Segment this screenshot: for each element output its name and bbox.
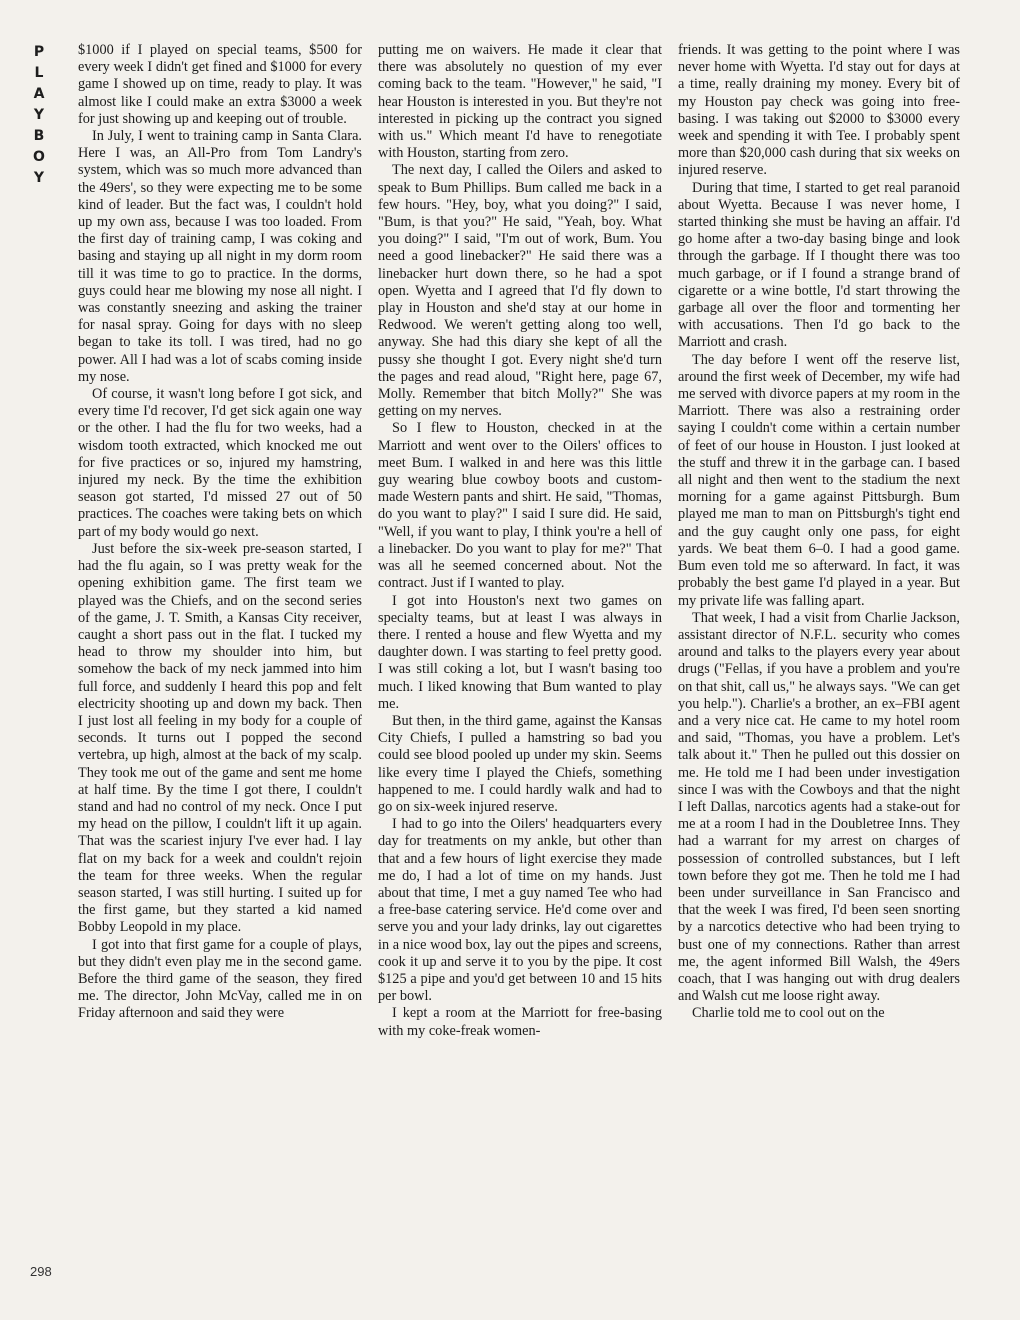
paragraph: But then, in the third game, against the Kansas City Chiefs, I pulled a hamstring so bad you could see blood pooled up under my skin. Seems like every time I played the Chiefs, something happened to me. I could hardly walk and had to go on six-week injured reserve. xyxy=(378,712,662,815)
paragraph: I got into that first game for a couple of plays, but they didn't even play me in the second game. Before the third game of the season, they fired me. The director, John McVay, called me in on Friday afternoon and said they were xyxy=(78,936,362,1022)
masthead-letter: O xyxy=(33,149,45,165)
paragraph: Of course, it wasn't long before I got sick, and every time I'd recover, I'd get sick again one way or the other. I had the flu for two weeks, had a wisdom tooth extracted, which knocked me out for five practices or so, injured my hamstring, injured my neck. By the time the exhibition season got started, I'd missed 27 out of 50 practices. The coaches were taking bets on which part of my body would go next. xyxy=(78,386,362,540)
paragraph: That week, I had a visit from Charlie Jackson, assistant director of N.F.L. security who comes around and talks to the players every year about drugs ("Fellas, if you have a problem and you're on that shit, call us," he always says. "We can get you help."). Charlie's a brother, an ex–FBI agent and a very nice cat. He came to my hotel room and said, "Thomas, you have a problem. Let's talk about it." Then he pulled out this dossier on me. He told me I had been under investigation since I was with the Cowboys and that the night I left Dallas, narcotics agents had a stake-out for me at a room I had in the Doubletree Inns. They had a warrant for my arrest on charges of possession of controlled substances, but I left town before they got me. Then he told me I had been under surveillance in San Francisco and that the week I was fired, I'd been seen snorting by a narcotics detective who had been trying to bust one of my connections. Rather than arrest me, the agent informed Bill Walsh, the 49ers coach, that I was hanging out with drug dealers and Walsh cut me loose right away. xyxy=(678,609,960,1005)
paragraph: Charlie told me to cool out on the xyxy=(692,1005,885,1022)
paragraph: putting me on waivers. He made it clear that there was absolutely no question of my ever coming back to the team. "However," he said, "I hear Houston is interested in you. But they're not interested in picking up the contract you signed with us." Which meant I'd have to renegotiate with Houston, starting from zero. xyxy=(378,42,662,162)
text-column-3 xyxy=(678,42,960,1292)
paragraph: Just before the six-week pre-season started, I had the flu again, so I was pretty weak for the opening exhibition game. The first team we played was the Chiefs, and on the second series of the game, J. T. Smith, a Kansas City receiver, caught a short pass out in the flat. I tucked my head to throw my shoulder into him, but somehow the back of my neck jammed into him full force, and suddenly I heard this pop and felt electricity shooting up and down my back. Then I just lost all feeling in my body for a couple of seconds. It turns out I popped the second vertebra, up high, almost at the back of my scalp. They took me out of the game and sent me home at half time. By the time I got there, I couldn't stand and had no control of my neck. Once I put my head on the pillow, I couldn't lift it up again. That was the scariest injury I've ever had. I lay flat on my back for a week and couldn't rejoin the team for three weeks. When the regular season started, I was still hurting. I suited up for the first game, but they started a kid named Bobby Leopold in my place. xyxy=(78,540,362,936)
text-column-1 xyxy=(78,42,362,1292)
masthead-letter: Y xyxy=(33,170,45,186)
paragraph: friends. It was getting to the point where I was never home with Wyetta. I'd stay out for days at a time, really draining my money. Every bit of my Houston pay check was going into free-basing. I was taking out $2000 to $3000 every week and spending it with Tee. I probably spent more than $20,000 cash during that six weeks on injured reserve. xyxy=(678,42,960,179)
paragraph: The next day, I called the Oilers and asked to speak to Bum Phillips. Bum called me back in a few hours. "Hey, boy, what you doing?" I said, "Bum, is that you?" He said, "Yeah, boy. What you doing?" I said, "I'm out of work, Bum. You need a good linebacker?" He said there was a linebacker hurt down there, so he had a spot open. Wyetta and I agreed that I'd fly down to play in Houston and she'd stay at our home in Redwood. We weren't getting along too well, anyway. She had this diary she kept of all the pussy she thought I got. Every night she'd turn the pages and read aloud, "Right here, page 67, Molly. Remember that bitch Molly?" She was getting on my nerves. xyxy=(378,162,662,420)
masthead-letter: A xyxy=(33,86,45,102)
paragraph: I kept a room at the Marriott for free-basing with my coke-freak women- xyxy=(378,1005,662,1039)
paragraph: So I flew to Houston, checked in at the Marriott and went over to the Oilers' offices to meet Bum. I walked in and here was this little guy wearing blue cowboy boots and custom-made Western pants and shirt. He said, "Thomas, do you want to play?" I said I sure did. He said, "Well, if you want to play, I think you're a hell of a linebacker. Do you want to play for me?" That was all he seemed concerned about. Not the contract. Just if I wanted to play. xyxy=(378,420,662,592)
page-number: 298 xyxy=(30,1264,52,1279)
masthead-vertical xyxy=(28,42,50,189)
masthead-letter: L xyxy=(34,65,44,81)
masthead-letter: P xyxy=(33,44,45,60)
paragraph: The day before I went off the reserve list, around the first week of December, my wife had me served with divorce papers at my room in the Marriott. There was also a restraining order saying I couldn't come within a certain number of feet of our house in Houston. I just looked at the stuff and threw it in the garbage can. I based all night and then went to the stadium the next morning for a game against Pittsburgh. Bum played me man to man on Pittsburgh's tight end and the guy caught only one pass, for eight yards. We beat them 6–0. I had a good game. Bum even told me so afterward. In fact, it was probably the best game I'd played in a year. But my private life was falling apart. xyxy=(678,351,960,609)
masthead-letter: B xyxy=(33,128,45,144)
paragraph: In July, I went to training camp in Santa Clara. Here I was, an All-Pro from Tom Landry's system, which was so much more advanced than the 49ers', so they were expecting me to be some kind of leader. But the fact was, I couldn't hold up my own ass, because I was too loaded. From the first day of training camp, I was coking and basing and staying up all night in my dorm room till it was time to go to practice. In the dorms, guys could hear me blowing my nose all night. I was constantly sneezing and asking the trainer for nasal spray. Going for days with no sleep began to take its toll. I was tired, had no go power. All I had was a lot of scabs coming inside my nose. xyxy=(78,128,362,385)
paragraph: During that time, I started to get real paranoid about Wyetta. Because I was never home, I started thinking she must be having an affair. I'd go home after a two-day basing binge and look through the garbage. If I thought there was too much garbage, or if I found a strange brand of cigarette or a wine bottle, I'd start throwing the garbage all over the floor and tormenting her with accusations. Then I'd go back to the Marriott and crash. xyxy=(678,179,960,351)
text-column-2 xyxy=(378,42,662,1292)
masthead-letter: Y xyxy=(33,107,45,123)
paragraph: $1000 if I played on special teams, $500 for every week I didn't get fined and $1000 for every game I showed up on time, ready to play. It was almost like I could make an extra $3000 a week for just showing up and keeping out of trouble. xyxy=(78,42,362,127)
paragraph: I got into Houston's next two games on specialty teams, but at least I was always in there. I rented a house and flew Wyetta and my daughter down. I was starting to feel pretty good. I was still coking a lot, but I wasn't basing too much. I liked knowing that Bum wanted to play me. xyxy=(378,592,662,712)
paragraph: I had to go into the Oilers' headquarters every day for treatments on my ankle, but other than that and a few hours of light exercise they made me do, I had a lot of time on my hands. Just about that time, I met a guy named Tee who had a free-base catering service. He'd come over and serve you and your lady drinks, lay out cigarettes in a nice wood box, lay out the pipes and screens, cook it up and serve it to you by the pipe. It cost $125 a pipe and you'd get between 10 and 15 hits per bowl. xyxy=(378,816,662,1005)
